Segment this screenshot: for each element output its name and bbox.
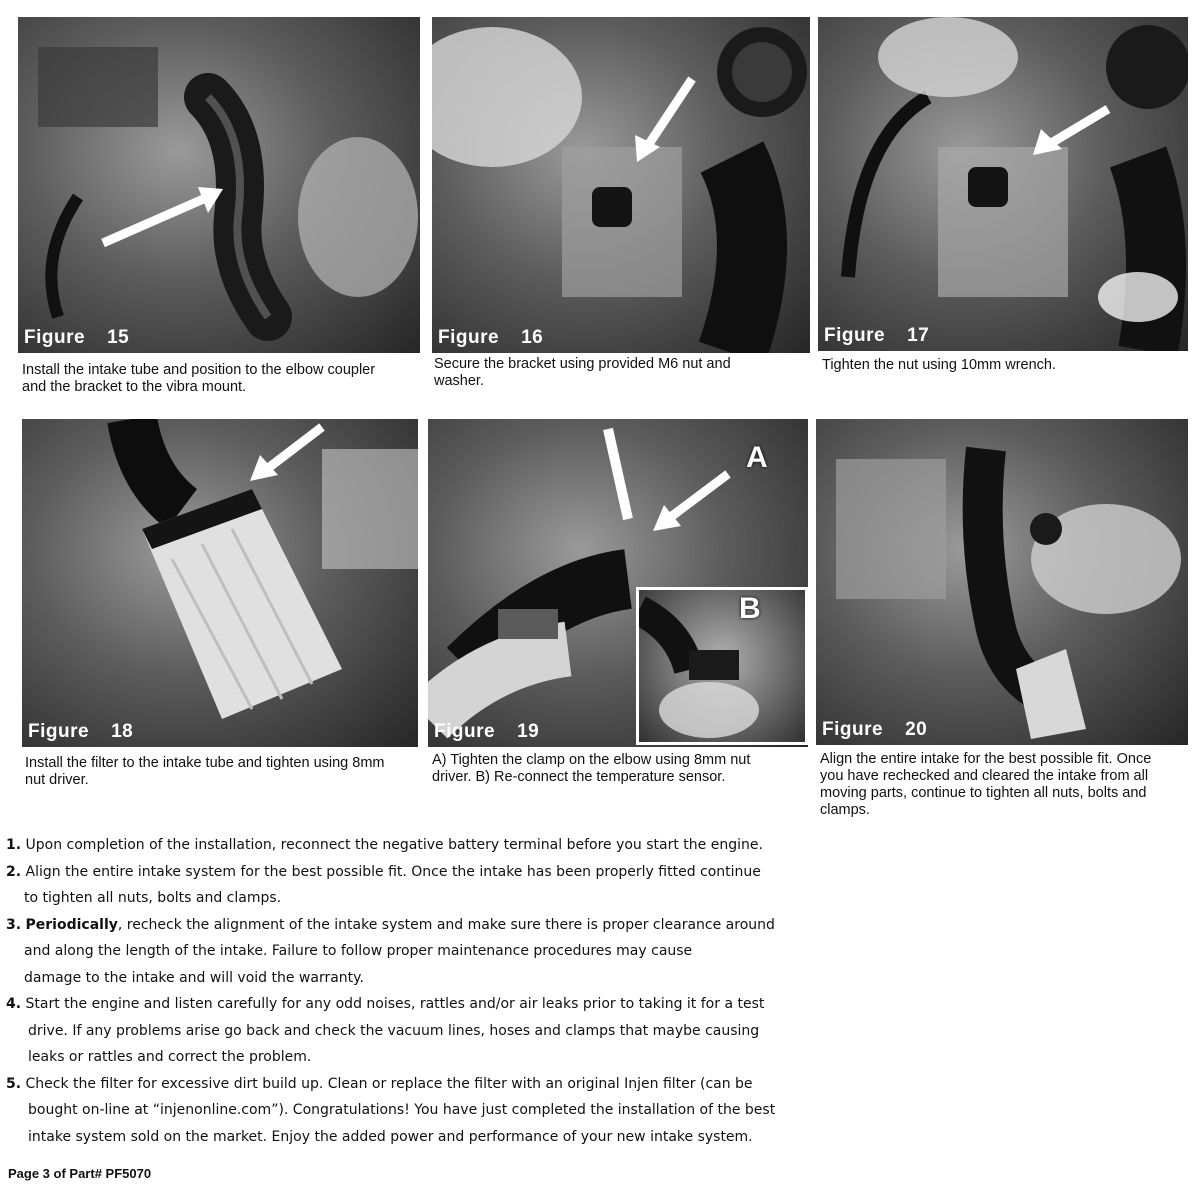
step-2: 2. Align the entire intake system for the best possible fit. Once the intake has been properly fitted continue to tighten all nuts, bolts and clamps.	[6, 863, 761, 906]
step-1: 1. Upon completion of the installation, reconnect the negative battery terminal before you start the engine.	[6, 837, 763, 853]
figure-15-caption: Install the intake tube and position to the elbow coupler and the bracket to the vibra mount.	[22, 362, 376, 395]
figure-15-label: Figure 15	[24, 327, 130, 348]
engine-photo-15	[18, 17, 420, 353]
figure-20-caption: Align the entire intake for the best possible fit. Once you have rechecked and cleared the intake from all moving parts, continue to tighten all nuts, bolts and clamps.	[820, 751, 1152, 818]
engine-photo-16	[432, 17, 810, 353]
step-4: 4. Start the engine and listen carefully for any odd noises, rattles and/or air leaks prior to taking it for a test drive. If any problems arise go back and check the vacuum lines, hoses and clamps that maybe causing leaks or rattles and correct the problem.	[6, 996, 765, 1065]
instruction-list	[6, 832, 1198, 1150]
figure-19-inset	[636, 587, 808, 745]
figure-18-caption: Install the filter to the intake tube and tighten using 8mm nut driver.	[25, 755, 385, 788]
page-footer: Page 3 of Part# PF5070	[8, 1166, 152, 1181]
engine-photo-20	[816, 419, 1188, 745]
callout-a-label: A	[746, 441, 768, 474]
figure-20-label: Figure 20	[822, 719, 928, 740]
figure-18-photo	[22, 419, 418, 747]
sensor-inset-photo	[639, 590, 805, 742]
figure-19-caption: A) Tighten the clamp on the elbow using 8mm nut driver. B) Re-connect the temperature sensor.	[432, 752, 751, 785]
figure-16-label: Figure 16	[438, 327, 544, 348]
engine-photo-18	[22, 419, 418, 747]
engine-photo-17	[818, 17, 1188, 351]
figure-18-label: Figure 18	[28, 721, 134, 742]
figure-17-photo	[818, 17, 1188, 351]
figure-19-label: Figure 19	[434, 721, 540, 742]
callout-b-label: B	[739, 592, 761, 625]
step-3: 3. Periodically, recheck the alignment of the intake system and make sure there is proper clearance around and along the length of the intake. Failure to follow proper maintenance procedures may cause damage to the intake and will void the warranty.	[6, 916, 775, 986]
figure-20-photo	[816, 419, 1188, 745]
figure-16-caption: Secure the bracket using provided M6 nut and washer.	[434, 356, 731, 389]
figure-19-photo	[428, 419, 808, 747]
emphasis-periodically: Periodically	[25, 916, 118, 933]
figure-16-photo	[432, 17, 810, 353]
figure-15-photo	[18, 17, 420, 353]
figure-17-label: Figure 17	[824, 325, 930, 346]
step-5: 5. Check the filter for excessive dirt build up. Clean or replace the filter with an original Injen filter (can be bought on-line at “injenonline.com”). Congratulations! You have just completed the installation of the best intake system sold on the market. Enjoy the added power and performance of your new intake system.	[6, 1075, 776, 1145]
figure-17-caption: Tighten the nut using 10mm wrench.	[822, 357, 1057, 373]
